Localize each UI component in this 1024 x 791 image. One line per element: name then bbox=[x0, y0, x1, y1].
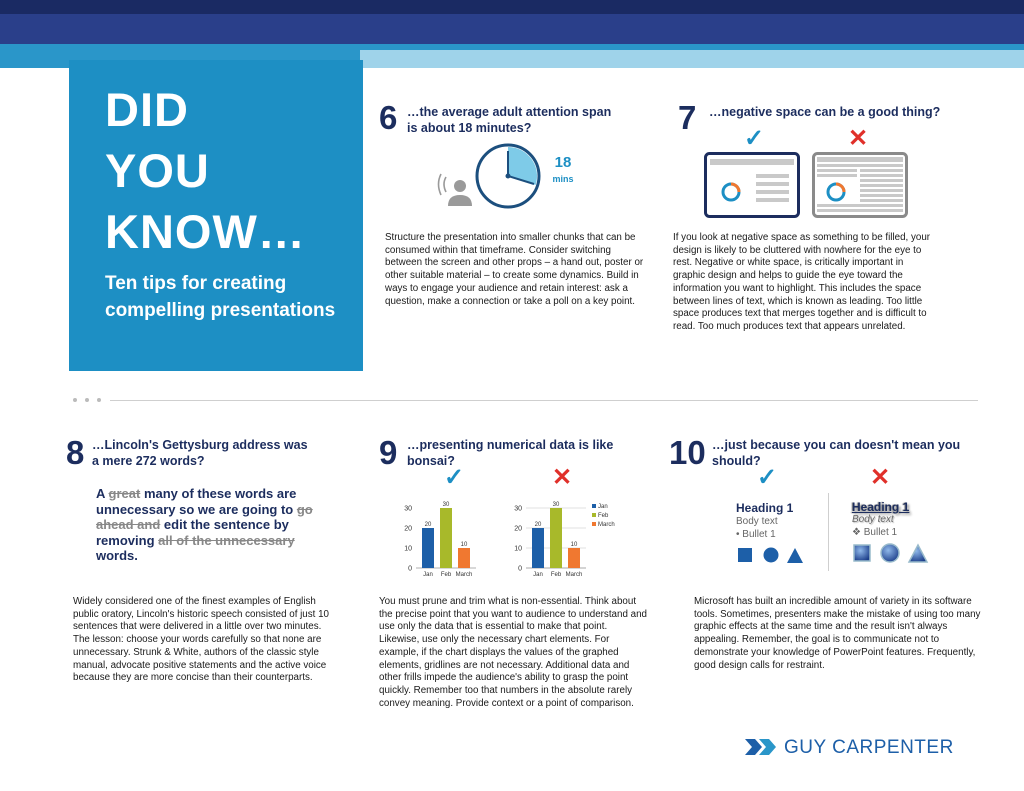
bar-data-label: 20 bbox=[534, 522, 542, 528]
square-shape bbox=[738, 548, 752, 562]
circle-shape bbox=[764, 548, 779, 563]
bad-body-sample: Body text bbox=[852, 514, 894, 525]
timer-unit: mins bbox=[552, 174, 574, 184]
divider-dot bbox=[85, 398, 89, 402]
brand-logo-text: GUY CARPENTER bbox=[784, 737, 954, 758]
bar-data-label: 30 bbox=[552, 502, 560, 508]
tip10-body: Microsoft has built an incredible amount of variety in its software tools. Sometimes, presenters make the mistake of using too many graphic effects at the same time and the result isn't always appealing. Remember, the goal is to communicate not to demonstrate your knowledge of PowerPoint features. Frequently, good design calls for restraint. bbox=[694, 596, 981, 671]
bar-data-label: 10 bbox=[460, 542, 468, 548]
tip10-heading: …just because you can doesn't mean you should? bbox=[712, 438, 961, 468]
tip6-body: Structure the presentation into smaller chunks that can be consumed within that timeframe. Consider switching between the screen and other props – a hand out, poster or other suitable material – to create some dynamics. Build in ways to engage your audience and retain interest: ask a question, make a connection or take a poll on a key point. bbox=[385, 232, 644, 307]
tip10-number: 10 bbox=[669, 434, 706, 471]
bad-bullet-sample: ❖ Bullet 1 bbox=[852, 527, 898, 538]
struck-word: go ahead and bbox=[96, 501, 313, 532]
y-tick-label: 10 bbox=[514, 545, 522, 553]
cluttered-layout-illustration bbox=[812, 152, 908, 218]
x-tick-label: March bbox=[565, 572, 583, 578]
tip8-body: Widely considered one of the finest examples of English public oratory, Lincoln's historic speech consisted of just 10 sentences that were delivered in a little over two minutes. The lesson: choose your words carefully so that none are unnecessary. Strunk & White, authors of the classic style manual, advocate positive statements and the active voice because they are more concise than their counterparts. bbox=[73, 596, 329, 684]
clock-icon bbox=[477, 145, 539, 207]
timer-value: 18 bbox=[554, 154, 572, 171]
comparison-divider bbox=[828, 493, 829, 571]
bad-heading-sample: Heading 1 bbox=[852, 500, 910, 514]
good-body-sample: Body text bbox=[736, 516, 778, 527]
cross-icon: ✕ bbox=[552, 464, 573, 491]
x-tick-label: Feb bbox=[550, 572, 562, 578]
circle-shape bbox=[881, 544, 899, 562]
bar bbox=[532, 528, 544, 568]
check-icon: ✓ bbox=[744, 125, 765, 152]
y-tick-label: 30 bbox=[404, 505, 412, 513]
tip9-body: You must prune and trim what is non-essential. Think about the precise point that you want to audience to understand and use only the data that is essential to make that point. Likewise, use only the necessary chart elements. For example, if the chart displays the values of the graphed elements, gridlines are not necessary. Additional data and other frills impede the audience's ability to grasp the point quickly. Remember too that numbers in the absolute rarely convey meaning. Provide context or a point of comparison. bbox=[379, 596, 647, 709]
bar-data-label: 20 bbox=[424, 522, 432, 528]
tip7-body: If you look at negative space as something to be filled, your design is likely to be cluttered with nowhere for the eye to rest. Negative or white space, is critically important in graphic design and helps to guide the eye toward the information you want to highlight. This includes the space between lines of text, which is known as leading. Too little space produces text that merges together and is difficult to read. Too much produces text that appears unrelated. bbox=[673, 232, 931, 332]
bar bbox=[440, 508, 452, 568]
y-tick-label: 30 bbox=[514, 505, 522, 513]
triangle-shape bbox=[909, 545, 927, 562]
good-heading-sample: Heading 1 bbox=[736, 501, 794, 515]
tip9-number: 9 bbox=[379, 434, 398, 471]
divider-dot bbox=[73, 398, 77, 402]
check-icon: ✓ bbox=[757, 464, 778, 491]
legend-swatch bbox=[592, 522, 596, 526]
header-band-light bbox=[360, 50, 1024, 68]
bar bbox=[550, 508, 562, 568]
y-tick-label: 10 bbox=[404, 545, 412, 553]
guy-carpenter-logo-icon bbox=[745, 737, 779, 757]
hero-subtitle: Ten tips for creating compelling presentations bbox=[105, 273, 336, 321]
legend-swatch bbox=[592, 513, 596, 517]
x-tick-label: Jan bbox=[423, 572, 433, 578]
tip8-number: 8 bbox=[66, 434, 85, 471]
y-tick-label: 20 bbox=[404, 525, 412, 533]
bar bbox=[422, 528, 434, 568]
divider-dot bbox=[97, 398, 101, 402]
tip6-heading: …the average adult attention span is about 18 minutes? bbox=[407, 105, 612, 135]
bar bbox=[568, 548, 580, 568]
struck-word: all of the unnecessary bbox=[158, 532, 295, 548]
hero-title-line1: DID bbox=[105, 83, 189, 136]
legend-label: Feb bbox=[598, 513, 609, 519]
tip8-heading: …Lincoln's Gettysburg address was a mere 272 words? bbox=[92, 438, 308, 468]
plain-shapes-graphic bbox=[737, 546, 807, 564]
legend-label: March bbox=[598, 522, 615, 528]
x-tick-label: Feb bbox=[440, 572, 452, 578]
x-tick-label: March bbox=[455, 572, 473, 578]
tip7-number: 7 bbox=[678, 99, 697, 136]
good-bullet-sample: • Bullet 1 bbox=[736, 529, 776, 540]
bar-data-label: 30 bbox=[442, 502, 450, 508]
effects-shapes-graphic bbox=[852, 542, 932, 566]
header-band-dark bbox=[0, 0, 1024, 14]
x-tick-label: Jan bbox=[533, 572, 543, 578]
hero-title-line2: YOU bbox=[105, 144, 210, 197]
quote-text: words. bbox=[96, 548, 138, 563]
edited-sentence-example bbox=[96, 486, 336, 564]
header-band-navy bbox=[0, 14, 1024, 44]
speaker-icon bbox=[439, 174, 473, 206]
quote-text: many of these words are unnecessary so we are going to bbox=[96, 486, 297, 517]
quote-text: A bbox=[96, 486, 109, 501]
section-divider bbox=[110, 400, 978, 401]
triangle-shape bbox=[787, 548, 803, 563]
bar-chart-clean bbox=[396, 496, 491, 584]
cross-icon: ✕ bbox=[848, 125, 869, 152]
y-tick-label: 20 bbox=[514, 525, 522, 533]
tip7-heading: …negative space can be a good thing? bbox=[709, 105, 941, 119]
tip6-number: 6 bbox=[379, 99, 398, 136]
square-shape bbox=[854, 545, 870, 561]
cross-icon: ✕ bbox=[870, 464, 891, 491]
y-tick-label: 0 bbox=[408, 565, 412, 573]
bar-data-label: 10 bbox=[570, 542, 578, 548]
clean-layout-illustration bbox=[704, 152, 800, 218]
quote-text: edit the sentence by removing bbox=[96, 517, 289, 548]
hero-title-line3: KNOW… bbox=[105, 205, 306, 258]
legend-swatch bbox=[592, 504, 596, 508]
tip9-heading: …presenting numerical data is like bonsai? bbox=[407, 438, 614, 468]
check-icon: ✓ bbox=[444, 464, 465, 491]
struck-word: great bbox=[108, 486, 141, 501]
legend-label: Jan bbox=[598, 504, 608, 510]
bar bbox=[458, 548, 470, 568]
y-tick-label: 0 bbox=[518, 565, 522, 573]
bar-chart-cluttered bbox=[506, 496, 631, 584]
